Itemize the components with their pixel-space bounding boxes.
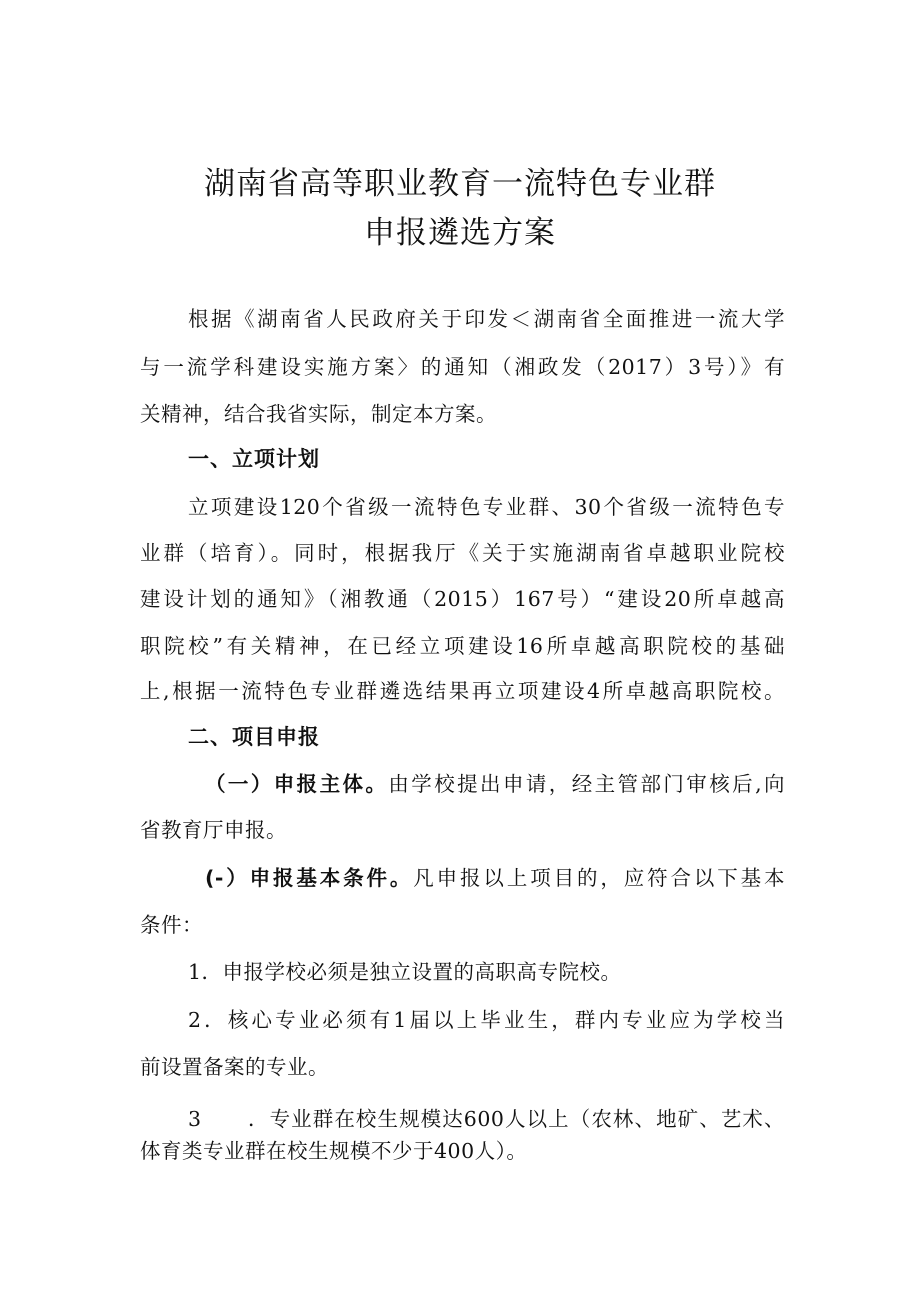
condition-2-line-1: 2．核心专业必须有1届以上毕业生，群内专业应为学校当 [188,1008,785,1032]
item-2-label: (-）申报基本条件。 [205,866,414,890]
item-2-line-2: 条件： [140,913,203,937]
item-1-line-2: 省教育厅申报。 [140,818,287,842]
document-title-line-1: 湖南省高等职业教育一流特色专业群 [204,166,716,202]
section-1-line-4: 职院校”有关精神，在已经立项建设16所卓越高职院校的基础 [140,634,785,658]
section-1-line-2: 业群（培育）。同时，根据我厅《关于实施湖南省卓越职业院校 [140,541,785,565]
section-1-line-5: 上,根据一流特色专业群遴选结果再立项建设4所卓越高职院校。 [140,679,785,703]
section-1-line-3: 建设计划的通知》（湘教通（2015）167号）“建设20所卓越高 [140,587,785,611]
item-1-text: 由学校提出申请，经主管部门审核后,向 [388,772,786,796]
section-2-heading: 二、项目申报 [188,725,320,749]
item-2-line-1 [205,863,785,893]
condition-2-line-2: 前设置备案的专业。 [140,1055,329,1079]
intro-line-1: 根据《湖南省人民政府关于印发＜湖南省全面推进一流大学 [188,307,785,331]
section-1-heading: 一、立项计划 [188,447,320,471]
condition-3-line-1: ．专业群在校生规模达600人以上（农林、地矿、艺术、 [248,1107,785,1131]
item-2-text: 凡申报以上项目的，应符合以下基本 [413,866,785,890]
condition-3-line-2: 体育类专业群在校生规模不少于400人）。 [140,1139,528,1163]
intro-line-2: 与一流学科建设实施方案〉的通知（湘政发（2017）3号）》有 [140,355,785,379]
condition-3-number: 3 [188,1107,202,1131]
document-title-line-2: 申报遴选方案 [364,215,556,251]
condition-1: 1．申报学校必须是独立设置的高职高专院校。 [188,960,622,984]
item-1-line-1 [205,769,785,799]
intro-line-3: 关精神，结合我省实际，制定本方案。 [140,402,497,426]
item-1-label: （一）申报主体。 [205,772,389,796]
section-1-line-1: 立项建设120个省级一流特色专业群、30个省级一流特色专 [188,495,785,519]
